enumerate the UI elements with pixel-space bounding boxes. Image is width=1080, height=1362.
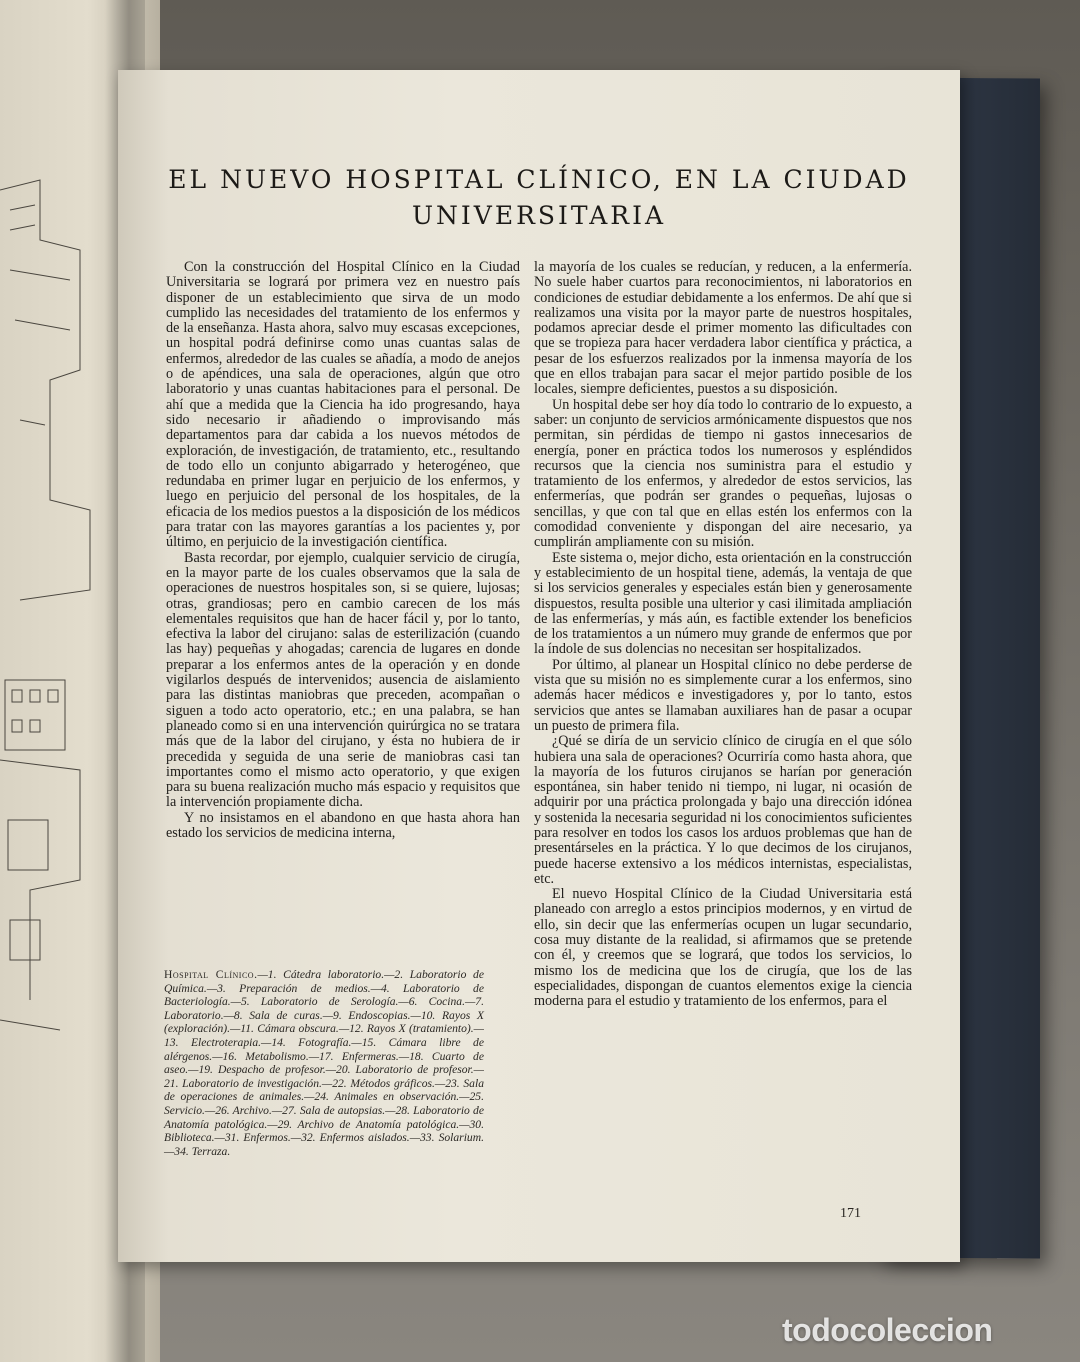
floor-plan-drawing	[0, 120, 120, 1060]
paragraph: Por último, al planear un Hospital clínico no debe perderse de vista que su misión no es simplemente curar a los enfermos, sino además hacer médicos e investigadores y, por lo tanto, estos servicios que antes se llamaban auxiliares han de pasar a ocupar un puesto de primera fila.	[534, 656, 912, 734]
paragraph: Un hospital debe ser hoy día todo lo contrario de lo expuesto, a saber: un conjunto de servicios armónicamente dispuestos que nos permitan, sin pérdidas de tiempo ni gastos innecesarios de energía, poner en práctica todos los numerosos y espléndidos recursos que la ciencia nos suministra para el estudio y tratamiento de los enfermos, y alrededor de estos servicios, las enfermerías, que podrán ser grandes o pequeñas, lujosas o sencillas, y que con tal que en ellas estén los enfermos con la comodidad conveniente y dispongan del aire necesario, ya cumplirán ampliamente con su misión.	[534, 396, 912, 551]
paragraph-continued: la mayoría de los cuales se reducían, y reducen, a la enfermería. No suele haber cuartos para reconocimientos, ni laboratorios en condiciones de estudiar debidamente a los enfermos. De ahí que si realizamos una visita por la mayor parte de nuestros hospitales, podamos apreciar desde el primer momento las dificultades con que se tropieza para hacer verdadera labor científica y práctica, a pesar de los esfuerzos realizados por la inmensa mayoría de los que en ellos trabajan para sacar el mejor partido posible de los locales, siempre deficientes, puestos a su disposición.	[534, 259, 912, 398]
page-number: 171	[840, 1206, 861, 1221]
paragraph: Y no insistamos en el abandono en que hasta ahora han estado los servicios de medicina interna,	[166, 809, 520, 841]
book-page	[118, 70, 960, 1262]
watermark-logo: todocoleccion	[782, 1312, 993, 1348]
paragraph: Basta recordar, por ejemplo, cualquier servicio de cirugía, en la mayor parte de los cuales observamos que la sala de operaciones de nuestros hospitales son, si se quiere, lujosas; otras, grandiosas; pero en cambio carecen de los más elementales requisitos que han de hacer fácil y, por lo tanto, efectiva la labor del cirujano: salas de esterilización (cuando las hay) pequeñas y ahogadas; carencia de lugares en donde preparar a los enfermos antes de la operación y en donde vigilarlos después de intervenidos; ausencia de aislamiento para las distintas maniobras que preceden, acompañan o siguen a todo acto operatorio, etc.; en una palabra, se han planeado como si en una intervención quirúrgica no se tratara más que de la labor del cirujano, y ésta no hubiera de ir precedida y seguida de una serie de maniobras casi tan importantes como el mismo acto operatorio, y que exigen para su buena realización mucho más espacio y requisitos que la intervención propiamente dicha.	[166, 549, 520, 811]
right-column	[534, 260, 912, 1010]
caption-text: —1. Cátedra laboratorio.—2. Laboratorio de Química.—3. Preparación de medios.—4. Laboratorio de Bacteriología.—5. Laboratorio de Serología.—6. Cocina.—7. Laboratorio.—8. Sala de curas.—9. Endoscopias.—10. Rayos X (exploración).—11. Cámara obscura.—12. Rayos X (tratamiento).—13. Electroterapia.—14. Fotografía.—15. Cámara libre de alérgenos.—16. Metabolismo.—17. Enfermeras.—18. Cuarto de aseo.—19. Despacho de profesor.—20. Laboratorio de profesor.—21. Laboratorio de investigación.—22. Métodos gráficos.—23. Sala de operaciones de animales.—24. Animales en observación.—25. Servicio.—26. Archivo.—27. Sala de autopsias.—28. Laboratorio de Anatomía patológica.—29. Archivo de Anatomía patológica.—30. Biblioteca.—31. Enfermos.—32. Enfermos aislados.—33. Solarium.—34. Terraza.	[164, 968, 484, 1158]
paragraph: Con la construcción del Hospital Clínico en la Ciudad Universitaria se logrará por primera vez en nuestro país disponer de un establecimiento que sirva de un modo cumplido las necesidades del tratamiento de los enfermos y de la enseñanza. Hasta ahora, salvo muy escasas excepciones, un hospital podrá definirse como unas cuantas salas de enfermos, alrededor de las cuales se añadía, a modo de anejos o de apéndices, una sala de operaciones, algún que otro laboratorio y unas cuantas habitaciones para el personal. De ahí que a medida que la Ciencia ha ido progresando, haya sido necesario ir añadiendo o improvisando más departamentos para dar cabida a los nuevos métodos de exploración, de investigación, de tratamiento, etc., resultando de todo ello un conjunto abigarrado y heterogéneo, que redundaba en primer lugar en perjuicio de los enfermos, y luego en perjuicio del personal de los hospitales, de la eficacia de los medios puestos a la disposición de los médicos para tratar con las mayores garantías a los pacientes y, por último, en perjuicio de la investigación científica.	[166, 259, 520, 551]
title-line-2: UNIVERSITARIA	[411, 201, 667, 230]
paragraph: Este sistema o, mejor dicho, esta orientación en la construcción y establecimiento de un hospital tiene, además, la ventaja de que si los servicios generales y especiales están bien y generosamente dispuestos, resulta posible una ulterior y casi ilimitada ampliación de las enfermerías, y más aún, es factible extender los beneficios de los tratamientos a un número muy grande de enfermos que por la índole de sus dolencias no necesitan ser hospitalizados.	[534, 549, 912, 658]
caption-heading: Hospital Clínico.	[164, 968, 258, 981]
paragraph: ¿Qué se diría de un servicio clínico de cirugía en el que sólo hubiera una sala de operaciones? Ocurriría como hasta ahora, que la mayoría de los futuros cirujanos se harían por generación espontánea, sin haber tenido ni tiempo, ni lugar, ni ocasión de adquirir por una práctica prolongada y bajo una dirección idónea y sostenida la necesaria seguridad ni los conocimientos suficientes para resolver en todos los casos los arduos problemas que han de presentárseles en la práctica. Y lo que decimos de los cirujanos, puede hacerse extensivo a los médicos internistas, especialistas, etc.	[534, 733, 912, 887]
plan-caption	[164, 968, 484, 1158]
title-line-1: EL NUEVO HOSPITAL CLÍNICO, EN LA CIUDAD	[168, 165, 910, 194]
article-title	[118, 162, 960, 234]
left-column	[166, 260, 520, 841]
paragraph: El nuevo Hospital Clínico de la Ciudad Universitaria está planeado con arreglo a estos principios modernos, y en virtud de ello, sin decir que las enfermerías ocupen un lugar secundario, cosa muy distante de la realidad, si afirmamos que se pretende con él, y creemos que se logrará, que todos los servicios, lo mismo los de medicina que los de cirugía, que los de las especialidades, dispongan de cuantos elementos exige la ciencia moderna para el estudio y tratamiento de los enfermos, para el	[534, 886, 912, 1010]
